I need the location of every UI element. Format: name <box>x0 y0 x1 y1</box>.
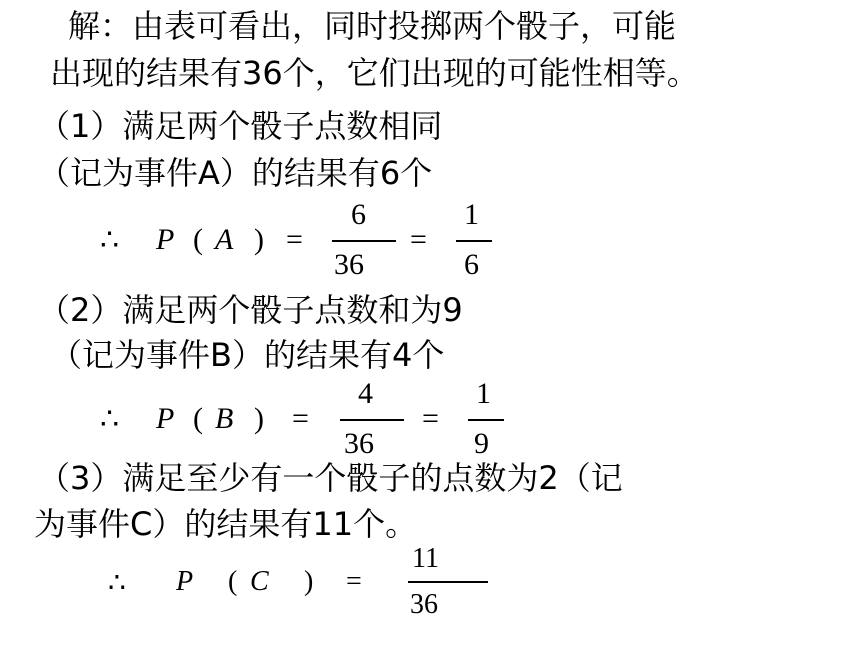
right-paren: ) <box>304 566 314 597</box>
fraction-denominator: 9 <box>474 427 489 460</box>
fraction-bar <box>332 240 396 242</box>
equals-sign: = <box>422 402 439 435</box>
probability-p: P <box>156 402 175 435</box>
part3-line-2: 为事件C）的结果有11个。 <box>34 505 418 543</box>
fraction-numerator: 1 <box>476 377 491 410</box>
left-paren: ( <box>193 402 203 435</box>
part1-line-1: （1）满足两个骰子点数相同 <box>38 107 443 145</box>
therefore-symbol: ∴ <box>108 568 126 599</box>
part2-line-1: （2）满足两个骰子点数和为9 <box>38 291 463 329</box>
fraction-numerator: 1 <box>464 198 479 231</box>
intro-line-1: 解：由表可看出，同时投掷两个骰子，可能 <box>68 7 677 45</box>
probability-p: P <box>176 566 194 597</box>
right-paren: ) <box>254 223 264 256</box>
fraction-numerator: 4 <box>358 377 373 410</box>
therefore-symbol: ∴ <box>100 224 120 257</box>
part3-line-1: （3）满足至少有一个骰子的点数为2（记 <box>38 459 623 497</box>
fraction-denominator: 6 <box>464 248 479 281</box>
equals-sign: = <box>292 402 309 435</box>
equals-sign: = <box>346 566 362 597</box>
fraction-numerator: 11 <box>412 543 439 574</box>
fraction-bar <box>456 240 492 242</box>
fraction-bar <box>468 419 504 421</box>
fraction-denominator: 36 <box>410 589 438 620</box>
part1-line-2: （记为事件A）的结果有6个 <box>38 154 433 192</box>
fraction-denominator: 36 <box>334 248 364 281</box>
right-paren: ) <box>254 402 264 435</box>
part2-line-2: （记为事件B）的结果有4个 <box>50 336 445 374</box>
event-label: C <box>250 566 269 597</box>
left-paren: ( <box>228 566 238 597</box>
equals-sign: = <box>286 223 303 256</box>
fraction-bar <box>340 419 404 421</box>
equals-sign: = <box>410 223 427 256</box>
event-label: A <box>215 223 234 256</box>
event-label: B <box>215 402 234 435</box>
fraction-bar <box>408 581 488 583</box>
fraction-numerator: 6 <box>351 198 366 231</box>
therefore-symbol: ∴ <box>100 403 120 436</box>
left-paren: ( <box>193 223 203 256</box>
probability-p: P <box>156 223 175 256</box>
fraction-denominator: 36 <box>344 427 374 460</box>
intro-line-2: 出现的结果有36个，它们出现的可能性相等。 <box>50 54 699 92</box>
